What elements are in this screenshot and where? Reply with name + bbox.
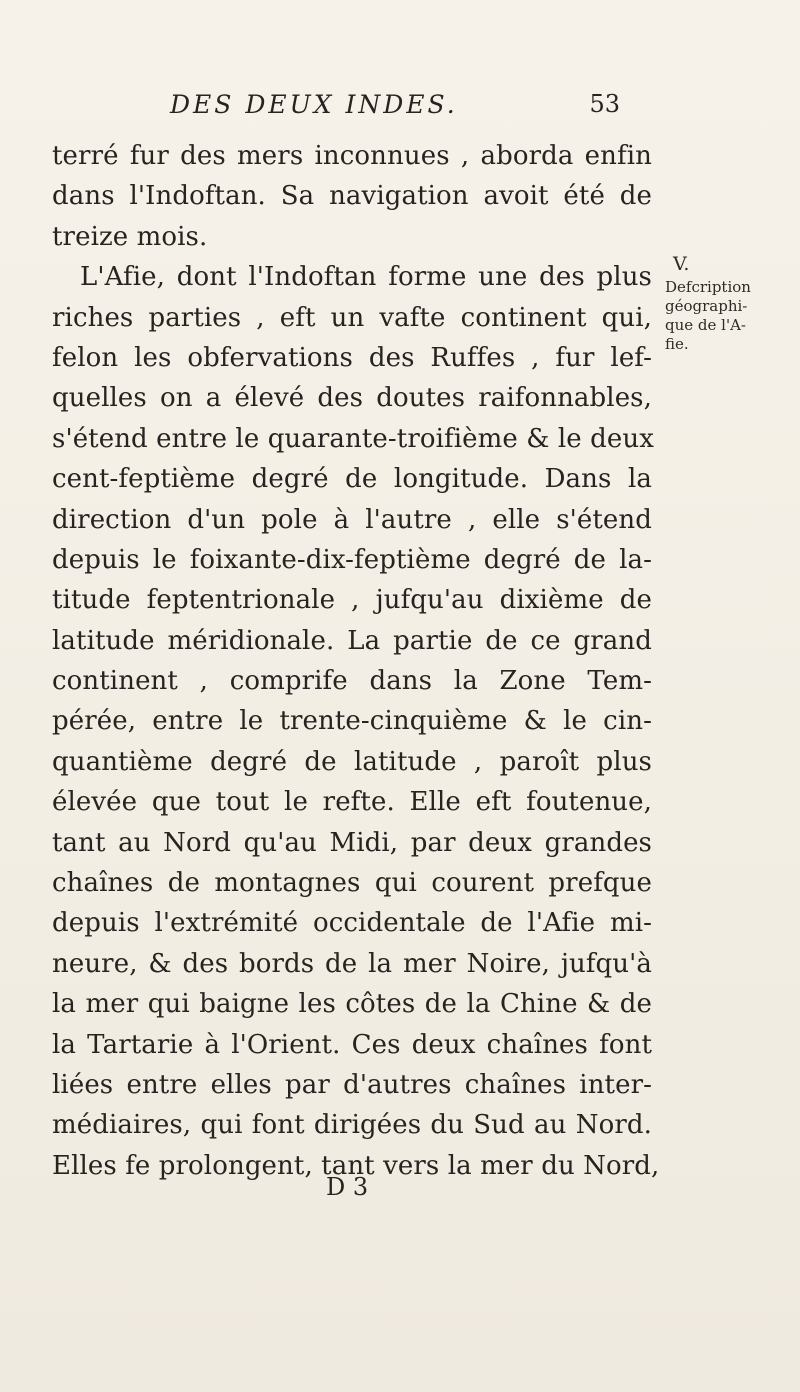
margin-note-line: fie. [665, 335, 689, 353]
text-line: continent , comprife dans la Zone Tem- [52, 666, 652, 697]
text-line: terré fur des mers inconnues , aborda enfin [52, 141, 652, 171]
text-line: la mer qui baigne les côtes de la Chine & de [52, 989, 652, 1020]
text-line: la Tartarie à l'Orient. Ces deux chaînes font [52, 1029, 652, 1060]
text-line: médiaires, qui font dirigées du Sud au Nord. [52, 1110, 652, 1141]
signature-mark: D 3 [326, 1173, 369, 1201]
text-line: direction d'un pole à l'autre , elle s'étend [52, 504, 652, 535]
text-line: tant au Nord qu'au Midi, par deux grandes [52, 827, 652, 858]
body-text [52, 136, 660, 1186]
text-line: Elles fe prolongent, tant vers la mer du Nord, [52, 1150, 660, 1181]
text-line: élevée que tout le refte. Elle eft foutenue, [52, 787, 652, 818]
page-number: 53 [589, 90, 620, 118]
margin-note-number: V. [673, 253, 690, 275]
text-line: depuis le foixante-dix-feptième degré de la- [52, 544, 652, 575]
text-line: treize mois. [52, 221, 208, 252]
text-line: felon les obfervations des Ruffes , fur lef- [52, 342, 652, 373]
margin-note-line: Defcription [665, 278, 751, 296]
running-head [170, 90, 620, 126]
text-line: liées entre elles par d'autres chaînes inter- [52, 1069, 652, 1100]
text-line: L'Afie, dont l'Indoftan forme une des plus [80, 262, 652, 293]
text-line: cent-feptième degré de longitude. Dans la [52, 464, 652, 495]
margin-note-line: que de l'A- [665, 316, 746, 334]
text-line: quantième degré de latitude , paroît plus [52, 746, 652, 777]
running-title: DES DEUX INDES. [170, 90, 458, 119]
text-line: pérée, entre le trente-cinquième & le cin- [52, 706, 652, 737]
text-line: dans l'Indoftan. Sa navigation avoit été de [52, 181, 652, 212]
margin-note [665, 255, 795, 354]
text-line: s'étend entre le quarante-troifième & le deux [52, 423, 654, 454]
text-line: depuis l'extrémité occidentale de l'Afie mi- [52, 908, 652, 939]
text-line: neure, & des bords de la mer Noire, jufqu'à [52, 948, 652, 979]
margin-note-line: géographi- [665, 297, 748, 315]
text-line: chaînes de montagnes qui courent prefque [52, 868, 652, 899]
text-line: titude feptentrionale , jufqu'au dixième de [52, 585, 652, 616]
text-line: riches parties , eft un vafte continent qui, [52, 302, 652, 333]
text-line: quelles on a élevé des doutes raifonnables, [52, 383, 652, 414]
text-line: latitude méridionale. La partie de ce grand [52, 625, 652, 656]
